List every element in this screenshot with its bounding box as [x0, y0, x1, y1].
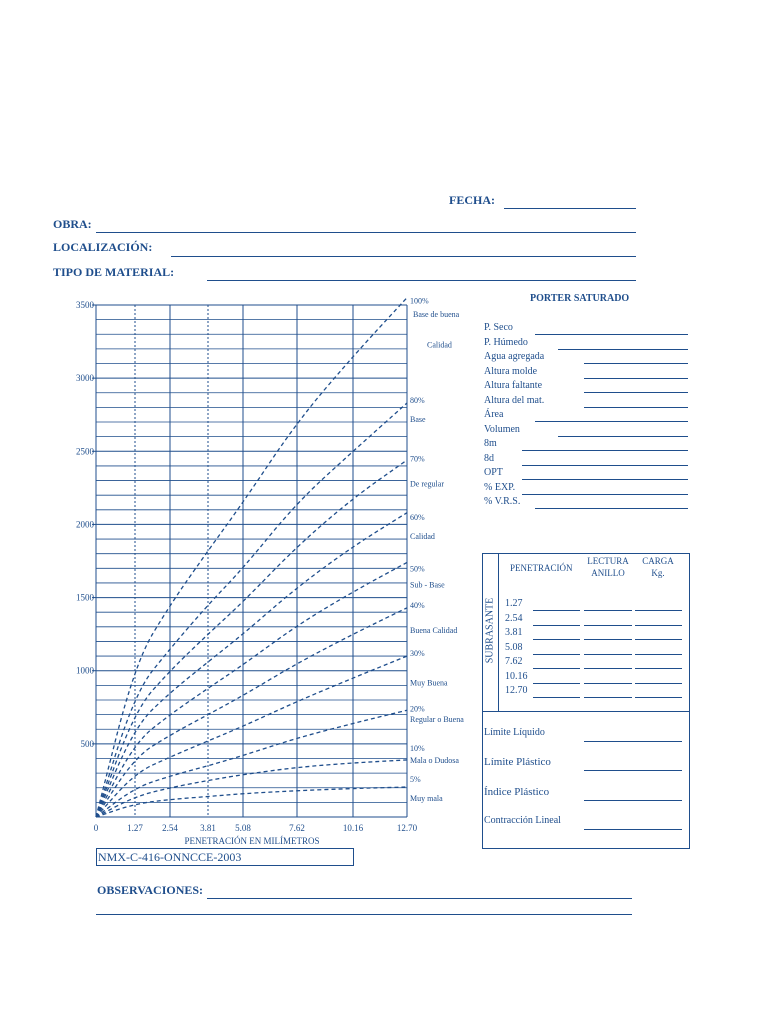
limit-line[interactable] — [584, 829, 682, 830]
porter-field-line[interactable] — [584, 407, 688, 408]
series-label: 30% — [410, 649, 425, 659]
zone-label: De regular — [410, 479, 444, 489]
y-tick-label: 2500 — [76, 446, 94, 457]
table-divider — [482, 711, 689, 712]
subrasante-row-penetracion: 12.70 — [505, 685, 528, 696]
porter-field-line[interactable] — [558, 436, 688, 437]
fecha-line[interactable] — [504, 208, 636, 209]
limit-label: Índice Plástico — [484, 786, 550, 798]
lectura-cell[interactable] — [584, 668, 632, 669]
col-penetracion: PENETRACIÓN — [510, 563, 573, 573]
y-tick-label: 3000 — [76, 373, 94, 384]
porter-field-label: Altura del mat. — [484, 394, 545, 406]
carga-cell[interactable] — [635, 668, 682, 669]
x-tick-label: 5.08 — [235, 823, 251, 833]
x-tick-label: 1.27 — [127, 823, 143, 833]
series-label: 10% — [410, 744, 425, 754]
series-label: 40% — [410, 600, 425, 610]
carga-cell[interactable] — [635, 654, 682, 655]
norm-box — [96, 848, 354, 866]
zone-label: Muy Buena — [410, 678, 448, 688]
x-axis-title: PENETRACIÓN EN MILÍMETROS — [184, 836, 320, 846]
subrasante-row-cell[interactable] — [533, 683, 580, 684]
col-carga — [638, 556, 678, 578]
zone-label: Buena Calidad — [410, 625, 458, 635]
zone-label: Muy mala — [410, 793, 443, 803]
x-tick-label: 3.81 — [200, 823, 216, 833]
porter-field-label: Agua agregada — [484, 351, 545, 362]
porter-field-label: OPT — [484, 467, 503, 478]
observaciones-label: OBSERVACIONES: — [97, 883, 204, 897]
observaciones-line-1[interactable] — [207, 898, 632, 899]
col-carga-1: CARGA — [642, 556, 674, 566]
porter-field-label: Volumen — [484, 423, 520, 435]
series-label: 60% — [410, 513, 425, 523]
porter-field-line[interactable] — [584, 392, 688, 393]
col-lectura-1: LECTURA — [587, 556, 629, 566]
zone-label: Sub - Base — [410, 580, 445, 590]
porter-field-label: 8d — [484, 452, 494, 464]
tipo-material-label: TIPO DE MATERIAL: — [53, 265, 175, 279]
chart-series-labels — [410, 297, 464, 803]
lectura-cell[interactable] — [584, 654, 632, 655]
subrasante-column-divider — [498, 553, 499, 711]
subrasante-row-cell[interactable] — [533, 697, 580, 698]
subrasante-row-cell[interactable] — [533, 654, 580, 655]
porter-field-label: % V.R.S. — [484, 496, 521, 507]
zone-label: Mala o Dudosa — [410, 755, 459, 765]
series-label: 80% — [410, 396, 425, 406]
obra-label: OBRA: — [53, 217, 92, 231]
carga-cell[interactable] — [635, 697, 682, 698]
y-tick-label: 2000 — [76, 519, 94, 530]
porter-field-line[interactable] — [584, 378, 688, 379]
porter-field-label: P. Seco — [484, 322, 513, 333]
porter-field-line[interactable] — [522, 450, 688, 451]
x-tick-label: 0 — [93, 823, 99, 833]
limit-label: Contracción Lineal — [484, 815, 561, 826]
lectura-cell[interactable] — [584, 683, 632, 684]
series-curve — [96, 403, 407, 817]
chart-series — [96, 298, 407, 817]
subrasante-row-penetracion: 2.54 — [505, 612, 523, 624]
porter-field-line[interactable] — [522, 479, 688, 480]
subrasante-label: SUBRASANTE — [484, 597, 496, 664]
series-label: 100% — [410, 296, 429, 306]
series-curve — [96, 710, 407, 817]
porter-field-line[interactable] — [522, 465, 688, 466]
subrasante-row-cell[interactable] — [533, 610, 580, 611]
porter-field-label: P. Húmedo — [484, 336, 528, 348]
col-lectura-2: ANILLO — [591, 568, 625, 578]
y-tick-label: 1500 — [76, 592, 94, 603]
lectura-cell[interactable] — [584, 625, 632, 626]
chart-grid — [92, 305, 407, 817]
subrasante-row-penetracion: 10.16 — [505, 670, 528, 682]
subrasante-row-cell[interactable] — [533, 625, 580, 626]
carga-cell[interactable] — [635, 625, 682, 626]
subrasante-row-penetracion: 1.27 — [505, 598, 523, 609]
series-curve — [96, 656, 407, 817]
cbr-chart — [50, 290, 480, 850]
norm-text: NMX-C-416-ONNCCE-2003 — [98, 850, 242, 864]
porter-field-line[interactable] — [535, 508, 688, 509]
x-tick-label: 10.16 — [342, 823, 364, 833]
subrasante-row-penetracion: 7.62 — [505, 656, 523, 667]
col-carga-2: Kg. — [651, 568, 665, 578]
limit-label: Límite Plástico — [484, 756, 551, 768]
porter-field-line[interactable] — [522, 494, 688, 495]
x-tick-label: 7.62 — [289, 823, 305, 833]
series-label: 50% — [410, 564, 425, 574]
porter-field-label: Altura molde — [484, 365, 538, 377]
lectura-cell[interactable] — [584, 697, 632, 698]
col-lectura — [586, 556, 630, 578]
zone-label: Regular o Buena — [410, 714, 464, 724]
zone-label: Calidad — [427, 340, 452, 350]
limit-line[interactable] — [584, 741, 682, 742]
carga-cell[interactable] — [635, 683, 682, 684]
series-label: 5% — [410, 774, 421, 784]
fecha-label: FECHA: — [449, 193, 495, 207]
subrasante-row-penetracion: 3.81 — [505, 627, 523, 638]
series-curve — [96, 460, 407, 817]
zone-label: Base de buena — [413, 309, 460, 319]
localizacion-line[interactable] — [171, 256, 636, 257]
obra-line[interactable] — [96, 232, 636, 233]
chart-ticks — [76, 300, 418, 833]
porter-field-label: 8m — [484, 438, 497, 449]
limit-line[interactable] — [584, 800, 682, 801]
zone-label: Calidad — [410, 532, 435, 542]
carga-cell[interactable] — [635, 639, 682, 640]
limit-line[interactable] — [584, 770, 682, 771]
limit-label: Límite Líquido — [484, 727, 545, 738]
subrasante-row-penetracion: 5.08 — [505, 641, 523, 653]
porter-field-line[interactable] — [535, 421, 688, 422]
x-tick-label: 12.70 — [396, 823, 418, 833]
lectura-cell[interactable] — [584, 639, 632, 640]
y-tick-label: 3500 — [76, 300, 94, 310]
x-tick-label: 2.54 — [162, 823, 178, 833]
subrasante-row-cell[interactable] — [533, 668, 580, 669]
porter-field-line[interactable] — [584, 363, 688, 364]
series-label: 20% — [410, 704, 425, 714]
porter-field-label: Área — [484, 409, 504, 420]
zone-label: Base — [410, 415, 426, 425]
y-tick-label: 500 — [80, 738, 94, 749]
localizacion-label: LOCALIZACIÓN: — [53, 240, 153, 254]
porter-field-label: Altura faltante — [484, 380, 543, 391]
carga-cell[interactable] — [635, 610, 682, 611]
series-label: 70% — [410, 454, 425, 464]
lectura-cell[interactable] — [584, 610, 632, 611]
porter-field-line[interactable] — [558, 349, 688, 350]
porter-field-line[interactable] — [535, 334, 688, 335]
porter-field-label: % EXP. — [484, 481, 516, 493]
tipo-material-line[interactable] — [207, 280, 636, 281]
porter-title: PORTER SATURADO — [530, 293, 630, 304]
y-tick-label: 1000 — [76, 665, 94, 676]
observaciones-line-2[interactable] — [96, 914, 632, 915]
subrasante-row-cell[interactable] — [533, 639, 580, 640]
